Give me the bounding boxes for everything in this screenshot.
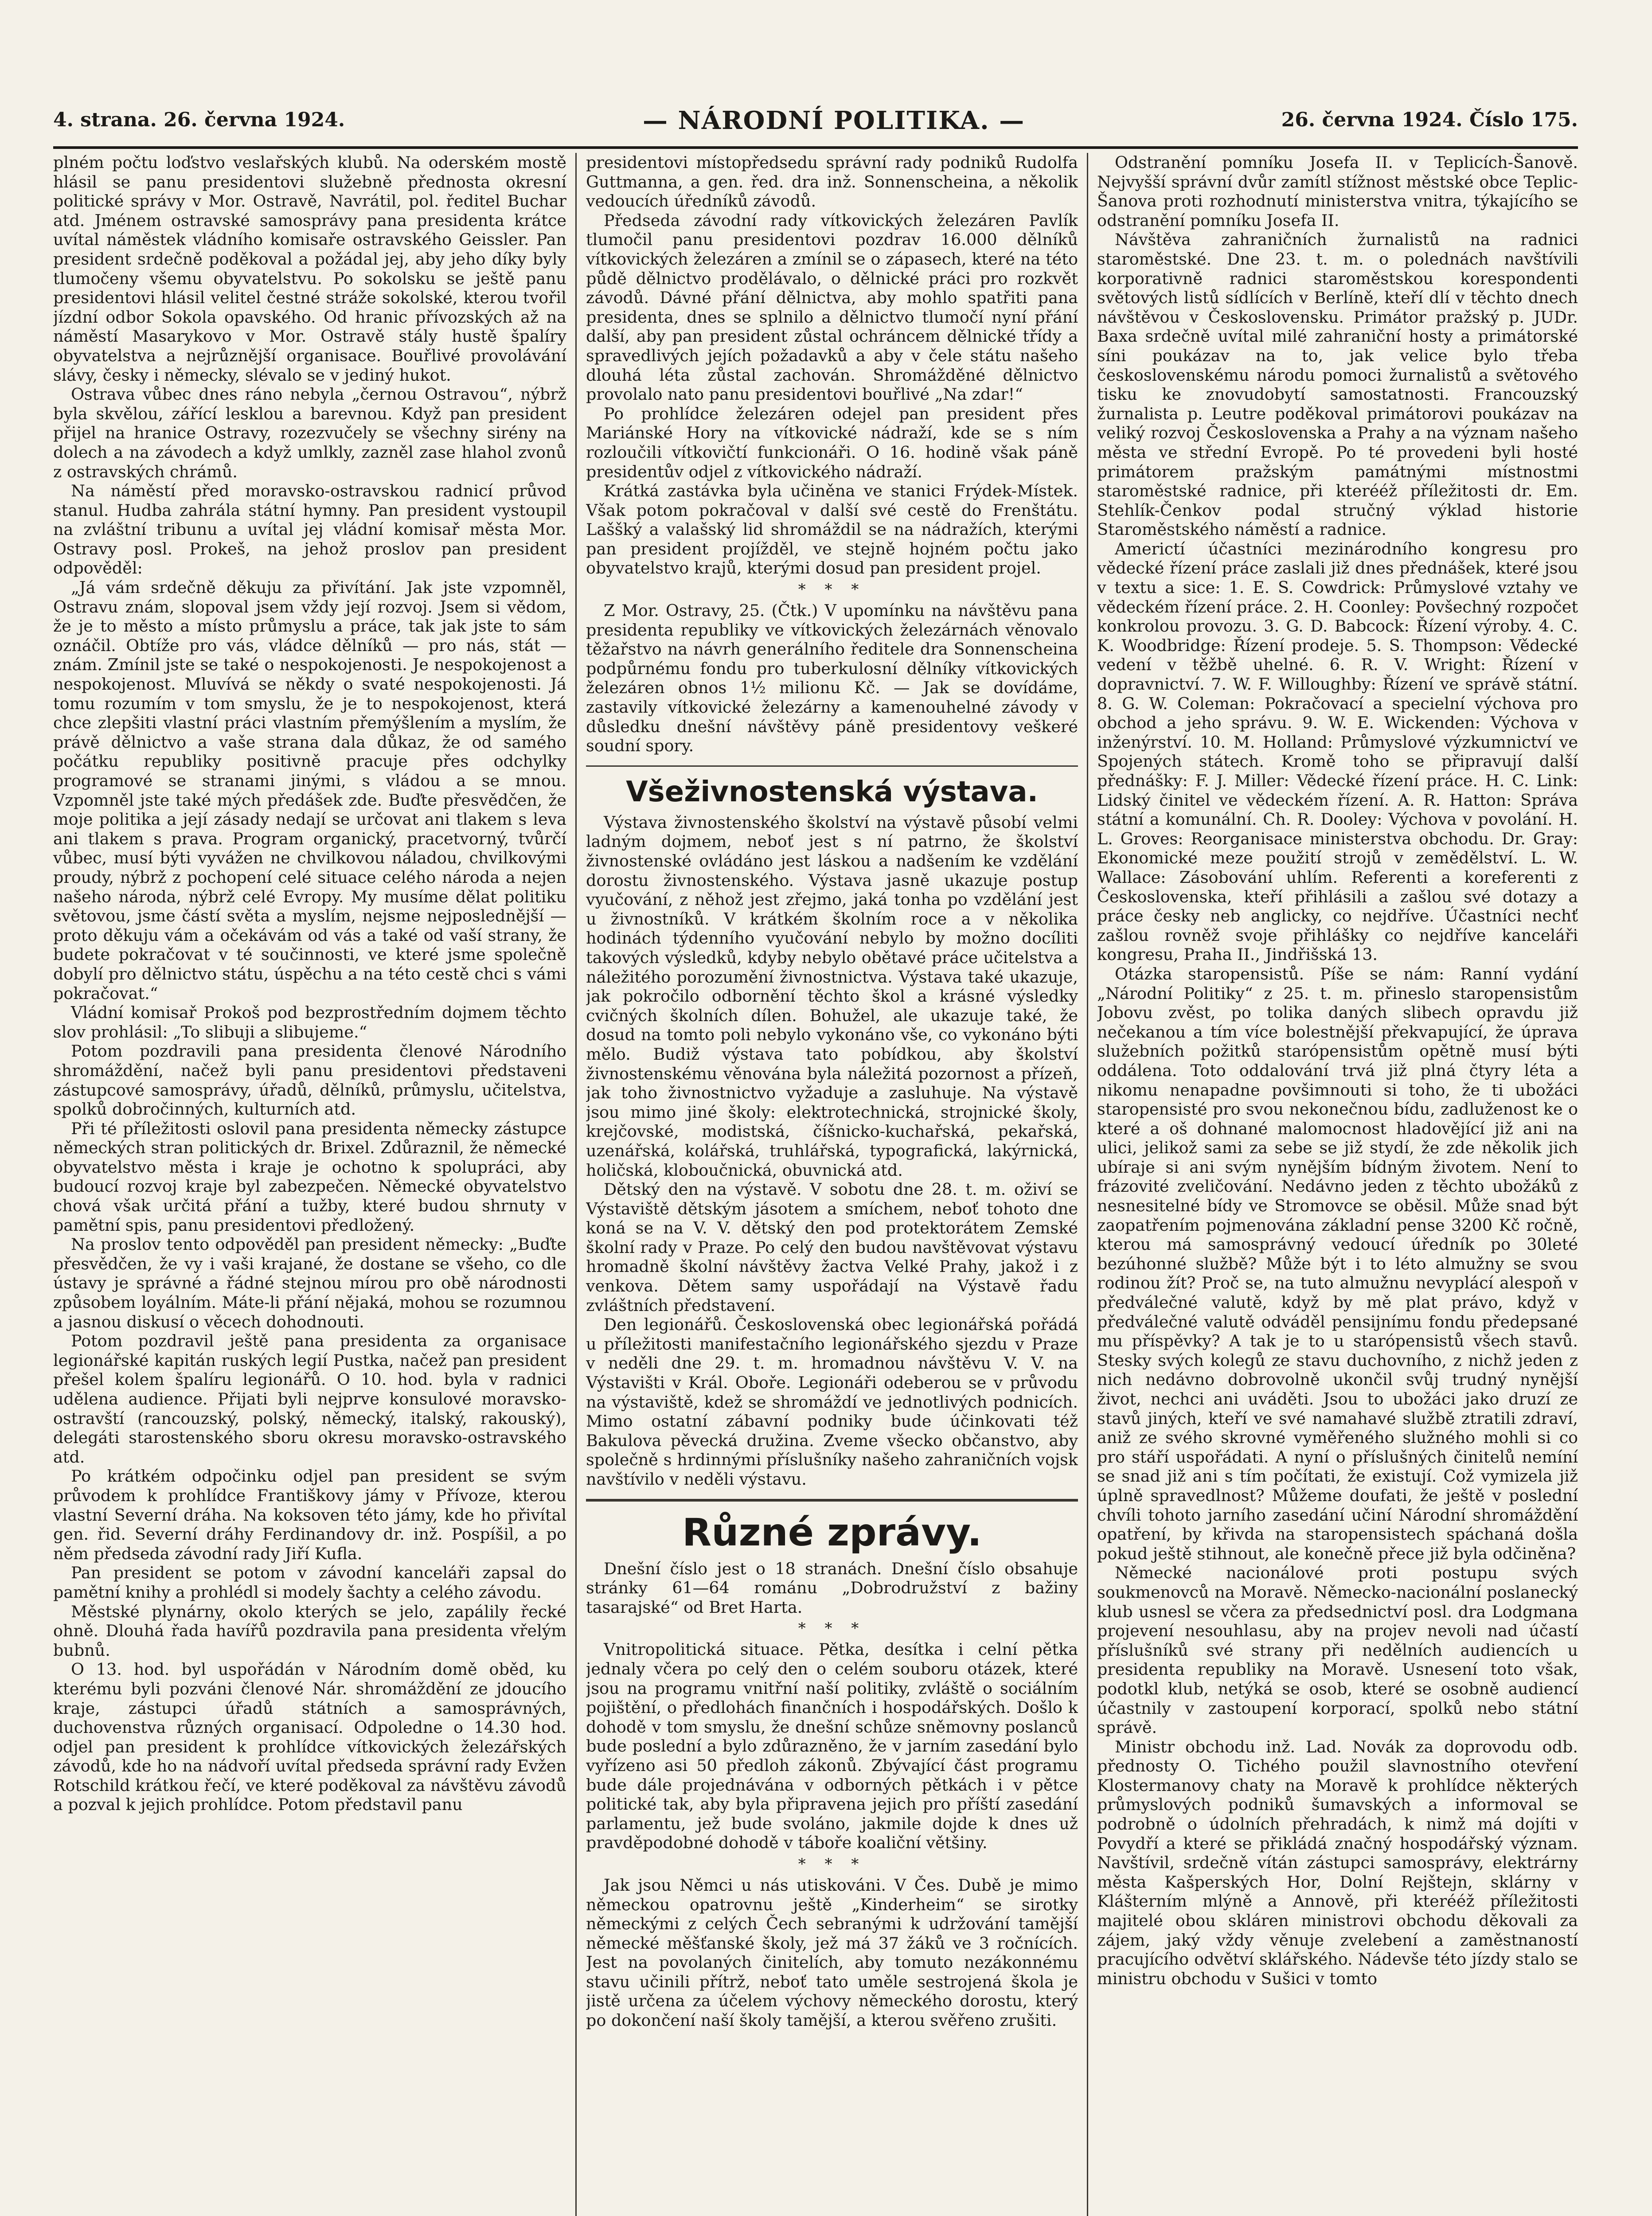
column-2 [586,153,1078,2216]
column-1 [53,153,566,2216]
article-paragraph: Městské plynárny, okolo kterých se jelo, zapálily řecké ohně. Dlouhá řada havířů pozdravila pana presidenta vřelým bubnů. [53,1602,566,1660]
article-paragraph: Jak jsou Němci u nás utiskováni. V Čes. Dubě je mimo německou opatrovnu ještě „Kinderheim“ se sirotky německými z celých Čech sebranými k udržování tamější německé měšťanské školy, jež má 37 žáků ve 3 ročnících. Jest na povolaných činitelích, aby tomuto nezákonnému stavu učinili přítrž, neboť tato uměle sestrojená škola je jistě určena za účelem výchovy německého dorostu, který po dokončení naší školy tamější, a kterou svěřeno zrušiti. [586,1875,1078,2030]
news-item: Německé nacionálové proti postupu svých soukmenovců na Moravě. Německo-nacionální poslanecký klub usnesl se včera za předsednictví posl. dra Lodgmana projevení nesouhlasu, aby na projev nevoli nad účastí příslušníků své strany při nedělních audiencích u presidenta republiky na Moravě. Usnesení toto však, podotkl klub, netýká se osob, které se osobně audiencí účastnily v zastoupení korporací, spolků nebo státní správě. [1097,1563,1578,1737]
article-paragraph: Vládní komisař Prokoš pod bezprostředním dojmem těchto slov prohlásil: „To slibuji a slibujeme.“ [53,1003,566,1042]
article-paragraph: Po prohlídce železáren odejel pan president přes Mariánské Hory na vítkovické nádraží, kde se s ním rozloučili vítkovičtí funkcionáři. O 16. hodině však páně presidentův odjel z vítkovického nádraží. [586,404,1078,481]
article-paragraph: Na proslov tento odpověděl pan president německy: „Buďte přesvědčen, že vy i vaši krajané, že dostane se všeho, co dle ústavy je správné a řádné stejnou mírou pro obě národnosti způsobem loyálním. Máte-li přání nějaká, mohou se rozumnou a jasnou diskusí o věcech dohodnouti. [53,1235,566,1331]
header-page-date: 4. strana. 26. června 1924. [53,109,345,131]
column-divider [575,153,577,2216]
news-item: Americtí účastníci mezinárodního kongresu pro vědecké řízení práce zaslali již dnes přednášek, které jsou v textu a sice: 1. E. S. Cowdrick: Průmyslové vztahy ve vědeckém řízení práce. 2. H. Coonley: Povšechný rozpočet konkrolou provozu. 3. G. D. Babcock: Řízení výroby. 4. C. K. Woodbridge: Řízení prodeje. 5. S. Thompson: Vědecké vedení v těžbě uhelné. 6. R. V. Wright: Řízení v dopravnictví. 7. W. F. Willoughby: Řízení ve správě státní. 8. G. W. Coleman: Pokračovací a specielní výchova pro obchod a jeho správu. 9. W. E. Wickenden: Výchova v inženýrství. 10. M. Holland: Průmyslové výzkumnictví ve Spojených státech. Kromě toho se připravují další přednášky: F. J. Miller: Vědecké řízení práce. H. C. Link: Lidský činitel ve vědeckém řízení. A. R. Hatton: Správa státní a komunální. Ch. R. Dooley: Výchova v povolání. H. L. Groves: Reorganisace ministerstva obchodu. Dr. Gray: Ekonomické meze použití strojů v zemědělství. L. W. Wallace: Zásobování uhlím. Referenti a koreferenti z Československa, kteří přihlásili a zašlou své dotazy a práce česky neb anglicky, co nejdříve. Účastníci nechť zašlou rovněž svoje přihlášky co nejdříve kanceláři kongresu, Praha II., Jindřišská 13. [1097,539,1578,964]
news-item: Návštěva zahraničních žurnalistů na radnici staroměstské. Dne 23. t. m. o polednách navštívili korporativně radnici staroměstskou korespondenti světových listů sídlících v Berlíně, kteří dlí v těchto dnech návštěvou v Československu. Primátor pražský p. JUDr. Baxa srdečně uvítal milé zahraniční hosty a primátorské síni poukázav na to, jak velice bylo třeba československému národu pomoci žurnalistů a světového tisku ke znovudobytí samostatnosti. Francouzský žurnalista p. Leutre poděkoval primátorovi poukázav na veliký rozvoj Československa a Prahy a na význam našeho města ve střední Evropě. Po té provedeni byli hosté primátorem pražským památnými místnostmi staroměstské radnice, při kterééž příležitosti dr. Em. Stehlík-Čenkov podal stručný výklad historie Staroměstského náměstí a radnice. [1097,230,1578,539]
header-issue-number: 26. června 1924. Číslo 175. [1281,109,1578,131]
article-paragraph: Potom pozdravil ještě pana presidenta za organisace legionářské kapitán ruských legií Pustka, načež pan president přešel kolem špalíru legionářů. O 10. hod. byla v radnici udělena audience. Přijati byli nejprve konsulové moravsko-ostravští (rancouzský, polský, německý, italský, rakouský), delegáti starostenského sboru okresu moravsko-ostravského atd. [53,1331,566,1467]
column-divider [1087,153,1088,2216]
article-paragraph: O 13. hod. byl uspořádán v Národním domě oběd, ku kterému byli pozváni členové Nár. shromáždění ze jdoucího kraje, zástupci úřadů státních a samosprávných, duchovenstva různých organisací. Odpoledne o 14.30 hod. odjel pan president k prohlídce vítkovických železářských závodů, kde ho na nádvoří uvítal předseda správní rady Evžen Rotschild krátkou řečí, ve které poděkoval za návštěvu závodů a pozval k jejich prohlídce. Potom představil panu [53,1660,566,1814]
article-paragraph: Dětský den na výstavě. V sobotu dne 28. t. m. oživí se Výstaviště dětským jásotem a smíchem, neboť tohoto dne koná se na V. V. dětský den pod protektorátem Zemské školní rady v Praze. Po celý den budou navštěvovat výstavu hromadně školní návštěvy žactva Velké Prahy, jakož i z venkova. Dětem samy uspořádají na Výstavě řadu zvláštních představení. [586,1180,1078,1315]
article-paragraph: Dnešní číslo jest o 18 stranách. Dnešní číslo obsahuje stránky 61—64 románu „Dobrodružství z bažiny tasarajské“ od Bret Harta. [586,1559,1078,1617]
article-paragraph: plném počtu loďstvo veslařských klubů. Na oderském mostě hlásil se panu presidentovi služebně přednosta okresní politické správy v Mor. Ostravě, Navrátil, pol. ředitel Buchar atd. Jménem ostravské samosprávy pana presidenta krátce uvítal náměstek vládního komisaře ostravského Geissler. Pan president srdečně poděkoval a požádal jej, aby jeho díky byly tlumočeny všemu obyvatelstvu. Po sokolsku se ještě panu presidentovi hlásil velitel čestné stráže sokolské, kterou tvořil jízdní odbor Sokola opavského. Od hranic přívozských až na náměstí Masarykovo v Mor. Ostravě stály hustě špalíry obyvatelstva a nejrůznější organisace. Bouřlivé provolávání slávy, česky i německy, slévalo se v jediný hukot. [53,153,566,385]
section-rule [586,1499,1078,1502]
article-paragraph: Na náměstí před moravsko-ostravskou radnicí průvod stanul. Hudba zahrála státní hymny. Pan president vystoupil na zvláštní tribunu a uvítal jej vládní komisař města Mor. Ostravy posl. Prokeš, na jehož proslov pan president odpověděl: [53,481,566,578]
column-3 [1097,153,1578,2216]
masthead-title: — NÁRODNÍ POLITIKA. — [643,106,1025,135]
header-rule [53,146,1578,149]
article-paragraph: Po krátkém odpočinku odjel pan president se svým průvodem k prohlídce Františkovy jámy v Přívoze, kterou vlastní Severní dráha. Na koksoven této jámy, kde ho přivítal gen. řid. Severní dráhy Ferdinandovy dr. inž. Pospíšil, a po něm předseda závodní rady Jiří Kufla. [53,1467,566,1563]
separator-stars: * * * [798,1619,866,1638]
speech-quote: „Já vám srdečně děkuju za přivítání. Jak jste vzpomněl, Ostravu znám, slopoval jsem vždy její rozvoj. Jsem si vědom, že je to město a místo průmyslu a práce, tak jak jste to sám oznáčil. Obtíže pro vás, vládce dělníků — pro nás, stát — znám. Zmínil jste se také o nespokojenosti. Je nespokojenost a nespokojenost. Mluvívá se někdy o svaté nespokojenosti. Já tomu rozumím v tom smyslu, že je to nespokojenost, která chce zlepšiti vlastní práci vlastním přemýšlením a myslím, že právě dělnictvo a vaše strana dala důkaz, že od samého počátku republiky positivně pracuje přes odchylky programové se stranami jinými, s vládou a se mnou. Vzpomněl jste také mých předášek zde. Buďte přesvědčen, že moje politika a její zásady nedají se určovat ani tlakem s leva ani tlakem s prava. Program organický, pracetvorný, tvůrčí vůbec, musí býti vyvážen ne chvilkovou náladou, chvilkovými proudy, nýbrž z pochopení celé situace celého národa a nejen našeho národa, nýbrž celé Evropy. My musíme dělat politiku světovou, jsme částí světa a myslím, nejsme nejposlednější — proto děkuju vám a očekávám od vás a také od vaší strany, že budete pokračovat v té součinnosti, ve které jsme společně dobylí pro dělnictvo státu, úspěchu a na této cestě chci s vámi pokračovat.“ [53,578,566,1003]
section-rule [586,765,1078,767]
article-paragraph: Při té příležitosti oslovil pana presidenta německy zástupce německých stran politických dr. Brixel. Zdůraznil, že německé obyvatelstvo města i kraje je ochotno k spolupráci, aby budoucí rozvoj kraje byl zabezpečen. Německé obyvatelstvo chová však určitá přání a tužby, které budou shrnuty v pamětní spis, panu presidentovi předložený. [53,1119,566,1235]
article-paragraph: Pan president se potom v závodní kanceláři zapsal do pamětní knihy a prohlédl si modely šachty a celého závodu. [53,1563,566,1602]
news-item: Ministr obchodu inž. Lad. Novák za doprovodu odb. přednosty O. Tichého použil slavnostního otevření Klostermanovy chaty na Moravě k prohlídce některých průmyslových podniků šumavských a informoval se podrobně o údolních přehradách, k nimž má dojíti v Povydří a které se přikládá značný hospodářský význam. Navštívil, srdečně vítán zástupci samosprávy, elektrárny města Kašperských Hor, Dolní Rejštejn, sklárny v Klášterním mlýně a Annově, při kterééž příležitosti majitelé obou skláren ministrovi obchodu děkovali za zájem, jaký vždy věnuje zvelebení a zaměstnaností pracujícího odvětví sklářského. Nádevše této jízdy stalo se ministru obchodu v Sušici v tomto [1097,1737,1578,1988]
article-paragraph: Krátká zastávka byla učiněna ve stanici Frýdek-Místek. Však potom pokračoval v další své cestě do Frenštátu. Laššký a valašský lid shromáždil se na nádražích, kterými pan president projížděl, ve stejně hojném počtu jako obyvatelstvo krajů, kterými dosud pan president projel. [586,481,1078,578]
separator-stars: * * * [798,581,866,599]
article-paragraph: Ostrava vůbec dnes ráno nebyla „černou Ostravou“, nýbrž byla skvělou, zářící lesklou a barevnou. Když pan president přijel na hranice Ostravy, rozezvučely se všechny sirény na dolech a na závodech a když umlkly, zazněl zase hlahol zvonů z ostravských chrámů. [53,385,566,481]
news-item: Odstranění pomníku Josefa II. v Teplicích-Šanově. Nejvyšší správní dvůr zamítl stížnost městské obce Teplic-Šanova proti rozhodnutí ministerstva vnitra, týkajícího se odstranění pomníku Josefa II. [1097,153,1578,230]
article-paragraph: Z Mor. Ostravy, 25. (Čtk.) V upomínku na návštěvu pana presidenta republiky ve vítkovických železárnách věnovalo těžařstvo na návrh generálního ředitele dra Sonnenscheina podpůrnému fondu pro tuberkulosní dělníky vítkovických železáren obnos 1½ milionu Kč. — Jak se dovídáme, zastavily vítkovické železárny a kamenouhelné závody v důsledku dnešní návštěvy páně presidentovy veškeré soudní spory. [586,601,1078,756]
section-heading-exhibition: Všeživnostenská výstava. [626,775,1038,808]
article-paragraph: Výstava živnostenského školství na výstavě působí velmi ladným dojmem, neboť jest s ní patrno, že školství živnostenské ovládáno jest láskou a nadšením ke vzdělání dorostu živnostenského. Výstava jasně ukazuje postup vyučování, z něhož jest zřejmo, jaká tonha po vzdělání jest u živnostníků. V krátkém školním roce a v několika hodinách týdenního vyučování nebylo by možno docíliti takových výsledků, kdyby nebylo obětavé práce učitelstva a náležitého porozumění živnostnictva. Výstava také ukazuje, jak pokročilo odbornění těchto škol a krásné výsledky cvičných školních dílen. Bohužel, ale ukazuje také, že dosud na tomto poli nebylo vykonáno vše, co vykonáno býti mělo. Budiž výstava tato pobídkou, aby školství živnostenskému věnována byla náležitá pozornost a přízeň, jak toho živnostnictvo vyžaduje a zasluhuje. Na výstavě jsou mimo jiné školy: elektrotechnická, strojnické školy, krejčovské, modistská, číšnicko-kuchařská, pekařská, uzenářská, kolářská, truhlářská, typografická, lakýrnická, holičská, kloboučnická, obuvnická atd. [586,812,1078,1180]
article-paragraph: presidentovi místopředsedu správní rady podniků Rudolfa Guttmanna, a gen. řed. dra inž. Sonnenscheina, a několik vedoucích úředníků závodů. [586,153,1078,211]
article-paragraph: Předseda závodní rady vítkovických železáren Pavlík tlumočil panu presidentovi pozdrav 16.000 dělníků vítkovických železáren a zmínil se o zápasech, které na této půdě dělnictvo prodělávalo, o dělnické práci pro rozkvět závodů. Dávné přání dělnictva, aby mohlo spatřiti pana presidenta, dnes se splnilo a dělnictvo tlumočí nyní přání další, aby pan president zůstal ochráncem dělnické třídy a spravedlivých jejích požadavků a aby v čele státu našeho dlouhá léta zůstal zachován. Shromážděné dělnictvo provolalo nato panu presidentovi bouřlivé „Na zdar!“ [586,211,1078,404]
news-item: Otázka staropensistů. Píše se nám: Ranní vydání „Národní Politiky“ z 25. t. m. přineslo staropensistům Jobovu zvěst, po tolika daných slibech opravdu již nečekanou a tím více bolestnější překvapující, že úprava služebních požitků starópensistům opětně musí býti oddálena. Toto oddalování trvá již plná čtyry léta a nikomu nenapadne povšimnouti si toho, že ti ubožáci staropensisté pro svou nekonečnou bídu, zadluženost ke o které a oš dohnané malomocnost hladovějící již ani na ulici, jelikož sami za sebe se již stydí, že zde několik jich ubíraje si ani svým nynějším bídným životem. Není to frázovité zveličování. Nedávno jeden z těchto ubožáků z nesnesitelné bídy ve Stromovce se oběsil. Může snad být zaopatřením pojmenována základní pense 3200 Kč ročně, kterou má samosprávný vedoucí úředník po 30leté bezúhonné službě? Může být i to léto almužny se svou rodinou žít? Proč se, na tuto almužnu nevyplácí alespoň v předválečné valutě, když by mě plat právo, když v předválečné valutě odváděl pensijnímu fondu předepsané mu příspěvky? A tak je to u starópensistů všech stavů. Stesky svých kolegů ze stavu duchovního, z nichž jeden z nich nedávno dobrovolně ukončil svůj trudný nynější život, nechci ani uváděti. Jsou to ubožáci jako druzí ze stavů jiných, kteří ve své namahavé službě ztratili zdraví, aniž ze svého skrovné vyměřeného služného mohli si co pro stáří uspořádati. A nyní o příslušných činitelů nemíní se snad již ani s tím počítati, že existují. Což vymizela již úplně spravedlnost? Můžeme doufati, že ještě v poslední chvíli tohoto jarního zasedání učiní Národní shromáždění opatření, by křivda na staropensistech spáchaná došla pokud ještě stihnout, ale konečně přece již byla odčiněna? [1097,964,1578,1563]
separator-stars: * * * [798,1855,866,1873]
article-paragraph: Den legionářů. Československá obec legionářská pořádá u příležitosti manifestačního legionářského sjezdu v Praze v neděli dne 29. t. m. hromadnou návštěvu V. V. na Výstavišti v Král. Oboře. Legionáři odeberou se v průvodu na výstaviště, kdež se shromáždí ve jednotlivých podnicích. Mimo ostatní zábavní podniky bude účinkovati též Bakulova pěvecká družina. Zveme všecko občanstvo, aby společně s hrdinnými příslušníky našeho zahraničních vojsk navštívilo v neděli výstavu. [586,1315,1078,1489]
page-header [53,106,1578,148]
section-heading-various-news: Různé zprávy. [682,1510,982,1555]
article-paragraph: Vnitropolitická situace. Pětka, desítka i celní pětka jednaly včera po celý den o celém souboru otázek, které jsou na programu vnitřní naší politiky, zvláště o sociálním pojištění, o předlohách finančních i hospodářských. Došlo k dohodě v tom smyslu, že dnešní schůze sněmovny poslanců bude poslední a bylo zdůrazněno, že v jarním zasedání bylo vyřízeno asi 50 předloh zákonů. Zbývající část programu bude dále projednávána v odborných pětkách i v pětce politické tak, aby byla připravena jejich pro příští zasedání parlamentu, jež bude svoláno, jakmile dojde k dnes už pravděpodobné dohodě v táboře koaliční většiny. [586,1640,1078,1853]
article-paragraph: Potom pozdravili pana presidenta členové Národního shromáždění, načež byli panu presidentovi představeni zástupcové samosprávy, úřadů, dělníků, průmyslu, učitelstva, spolků dobročinných, kulturních atd. [53,1042,566,1119]
